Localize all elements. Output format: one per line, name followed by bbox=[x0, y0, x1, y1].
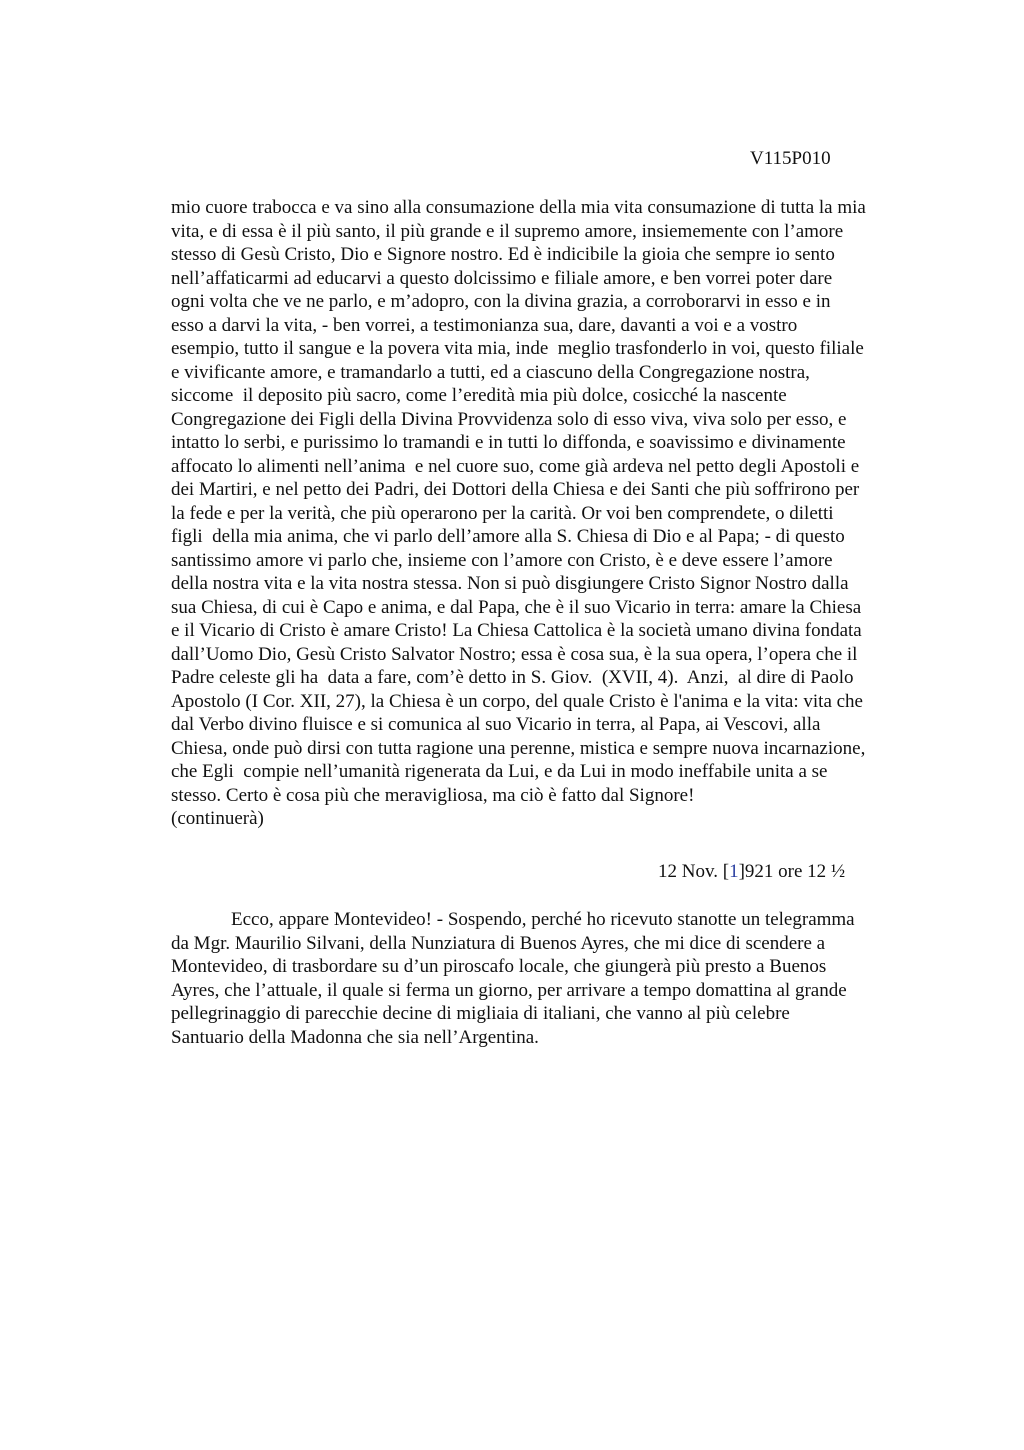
text-line: affocato lo alimenti nell’anima e nel cuore suo, come già ardeva nel petto degli Apostoli e bbox=[171, 455, 860, 477]
text-line: siccome il deposito più sacro, come l’eredità mia più dolce, cosicché la nascente bbox=[171, 385, 787, 406]
text-line: intatto lo serbi, e purissimo lo tramandi e in tutti lo diffonda, e soavissimo e divinamente bbox=[171, 432, 846, 453]
text-line: nell’affaticarmi ad educarvi a questo dolcissimo e filiale amore, e ben vorrei poter dare bbox=[171, 267, 833, 289]
text-line: ogni volta che ve ne parlo, e m’adopro, con la divina grazia, a corroborarvi in esso e in bbox=[171, 291, 831, 312]
text-line: mio cuore trabocca e va sino alla consumazione della mia vita consumazione di tutta la mia bbox=[171, 197, 866, 218]
text-line: Padre celeste gli ha data a fare, com’è detto in S. Giov. (XVII, 4). Anzi, al dire di Paolo bbox=[171, 667, 854, 688]
date-bracket-digit: 1 bbox=[729, 861, 739, 882]
text-line: figli della mia anima, che vi parlo dell’amore alla S. Chiesa di Dio e al Papa; - di questo bbox=[171, 526, 845, 547]
continuation-note: (continuerà) bbox=[171, 808, 264, 829]
text-line: Ayres, che l’attuale, il quale si ferma un giorno, per arrivare a tempo domattina al grande bbox=[171, 979, 847, 1001]
paragraph-2 bbox=[171, 908, 931, 1049]
paragraph-1 bbox=[171, 196, 931, 831]
text-line: e il Vicario di Cristo è amare Cristo! La Chiesa Cattolica è la società umano divina fondata bbox=[171, 620, 862, 641]
text-line: Montevideo, di trasbordare su d’un piroscafo locale, che giungerà più presto a Buenos bbox=[171, 956, 827, 977]
text-line: dall’Uomo Dio, Gesù Cristo Salvator Nostro; essa è cosa sua, è la sua opera, l’opera che il bbox=[171, 643, 858, 665]
date-prefix: 12 Nov. [ bbox=[658, 861, 730, 882]
text-line: esempio, tutto il sangue e la povera vita mia, inde meglio trasfonderlo in voi, questo filiale bbox=[171, 338, 864, 359]
text-line: pellegrinaggio di parecchie decine di migliaia di italiani, che vanno al più celebre bbox=[171, 1003, 790, 1024]
text-line: santissimo amore vi parlo che, insieme con l’amore con Cristo, è e deve essere l’amore bbox=[171, 549, 833, 571]
text-line: della nostra vita e la vita nostra stessa. Non si può disgiungere Cristo Signor Nostro dalla bbox=[171, 573, 849, 594]
text-line: da Mgr. Maurilio Silvani, della Nunziatura di Buenos Ayres, che mi dice di scendere a bbox=[171, 932, 826, 954]
text-line: Congregazione dei Figli della Divina Provvidenza solo di esso viva, viva solo per esso, e bbox=[171, 408, 847, 430]
text-line: sua Chiesa, di cui è Capo e anima, e dal Papa, che è il suo Vicario in terra: amare la Chiesa bbox=[171, 596, 862, 618]
text-line: Chiesa, onde può dirsi con tutta ragione una perenne, mistica e sempre nuova incarnazione, bbox=[171, 737, 866, 759]
text-line: stesso. Certo è cosa più che meravigliosa, ma ciò è fatto dal Signore! bbox=[171, 784, 695, 806]
text-line: esso a darvi la vita, - ben vorrei, a testimonianza sua, dare, davanti a voi e a vostro bbox=[171, 314, 798, 336]
text-line: vita, e di essa è il più santo, il più grande e il supremo amore, insiememente con l’amore bbox=[171, 220, 844, 242]
page-code: V115P010 bbox=[750, 148, 831, 169]
text-line: Santuario della Madonna che sia nell’Argentina. bbox=[171, 1026, 539, 1048]
date-heading bbox=[658, 860, 845, 884]
text-line: stesso di Gesù Cristo, Dio e Signore nostro. Ed è indicibile la gioia che sempre io sento bbox=[171, 244, 835, 265]
date-suffix: ]921 ore 12 ½ bbox=[738, 861, 846, 882]
text-line: e vivificante amore, e tramandarlo a tutti, ed a ciascuno della Congregazione nostra, bbox=[171, 361, 810, 383]
text-line: dal Verbo divino fluisce e si comunica al suo Vicario in terra, al Papa, ai Vescovi, alla bbox=[171, 714, 821, 735]
text-line: che Egli compie nell’umanità rigenerata da Lui, e da Lui in modo ineffabile unita a se bbox=[171, 761, 828, 782]
text-line: Apostolo (I Cor. XII, 27), la Chiesa è un corpo, del quale Cristo è l'anima e la vita: vita che bbox=[171, 690, 863, 712]
text-line: dei Martiri, e nel petto dei Padri, dei Dottori della Chiesa e dei Santi che più soffrirono per bbox=[171, 479, 860, 500]
text-line: Ecco, appare Montevideo! - Sospendo, perché ho ricevuto stanotte un telegramma bbox=[231, 909, 855, 930]
text-line: la fede e per la verità, che più operarono per la carità. Or voi ben comprendete, o diletti bbox=[171, 502, 834, 524]
